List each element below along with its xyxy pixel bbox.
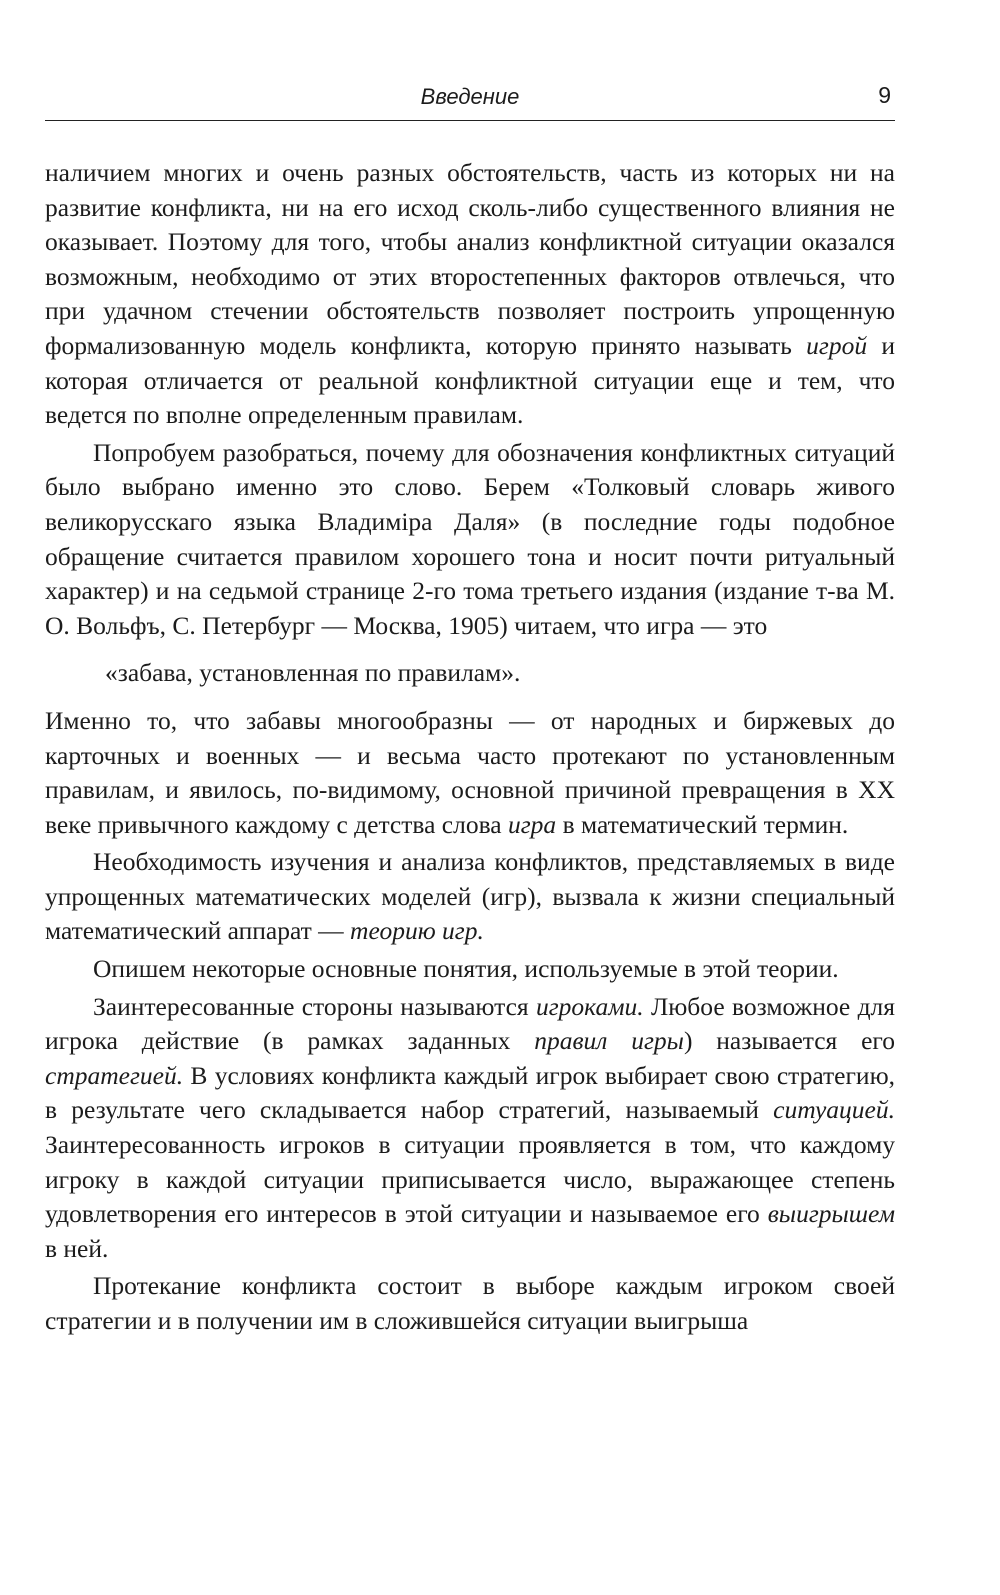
paragraph [45,845,895,949]
page-number: 9 [878,82,891,108]
italic-term: игрой [806,330,868,360]
body-text [45,156,895,1342]
italic-term: стратегией. [45,1060,184,1090]
text-run: Заинтересованность игроков в ситуации проявляется в том, что каждому игроку в каждой ситуации приписывается число, выражающее степень удовлетворения его интересов в этой ситуации и называемое его [45,1130,895,1229]
quotation [105,656,895,691]
text-run: и которая отличается от реальной конфликтной ситуации еще и тем, что ведется по вполне определенным правилам. [45,330,895,430]
paragraph [45,704,895,842]
italic-term: выигрышем [767,1199,895,1229]
paragraph [45,990,895,1267]
text-run: ) называется его [683,1026,896,1056]
text-run: Протекание конфликта состоит в выборе каждым игроком своей стратегии и в получении им в сложившейся ситуации выигрыша [45,1271,895,1335]
text-run: Именно то, что забавы многообразны — от народных и биржевых до карточных и военных — и весьма часто протекают по установленным правилам, и явилось, по-видимому, основной причиной превращения в XX веке привычного каждому с детства слова [45,705,895,839]
italic-term: игроками. [535,991,644,1021]
running-header-title: Введение [420,84,520,109]
paragraph [45,156,895,433]
italic-term: теорию игр. [350,916,484,946]
italic-term: правил игры [534,1026,684,1056]
italic-term: ситуацией. [773,1095,895,1125]
text-run: В условиях конфликта каждый игрок выбирает свою стратегию, в результате чего складывается набор стратегий, называемый [45,1060,895,1125]
text-run: в ней. [45,1233,109,1263]
paragraph [45,436,895,644]
text-run: Заинтересованные стороны называются [93,991,536,1021]
text-run: Попробуем разобраться, почему для обозначения конфликтных ситуаций было выбрано именно это слово. Берем «Толковый словарь живого великорусскаго языка Владимiра Даля» (в последние годы подобное обращение считается правилом хорошего тона и носит почти ритуальный характер) и на седьмой странице 2-го тома третьего издания (издание т-ва М. О. Вольфъ, С. Петербург — Москва, 1905) читаем, что игра — это [45,437,895,640]
text-run: «забава, установленная по правилам». [105,658,521,688]
paragraph [45,1269,895,1338]
text-run: Опишем некоторые основные понятия, используемые в этой теории. [93,954,839,984]
paragraph [45,952,895,987]
text-run: наличием многих и очень разных обстоятельств, часть из которых ни на развитие конфликта, ни на его исход сколь-либо существенного влияния не оказывает. Поэтому для того, чтобы анализ конфликтной ситуации оказался возможным, необходимо от этих второстепенных факторов отвлечься, что при удачном стечении обстоятельств позволяет построить упрощенную формализованную модель конфликта, которую принято называть [45,158,895,360]
text-run: в математический термин. [556,809,849,839]
text-run: Любое возможное для игрока действие (в рамках заданных [45,991,895,1056]
text-run: Необходимость изучения и анализа конфликтов, представляемых в виде упрощенных математических моделей (игр), вызвала к жизни специальный математический аппарат — [45,847,895,946]
italic-term: игра [507,809,557,839]
running-header [45,78,895,121]
